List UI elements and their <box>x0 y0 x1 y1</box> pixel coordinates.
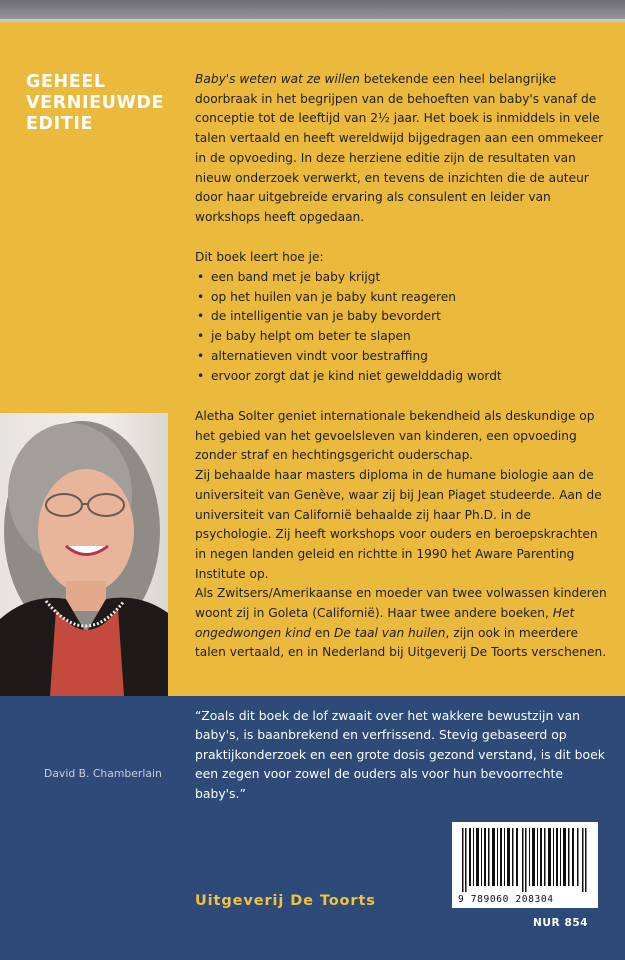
list-item: • ervoor zorgt dat je kind niet gewelddadig wordt <box>195 367 607 387</box>
list-item: • op het huilen van je baby kunt reageren <box>195 288 607 308</box>
bio-paragraph-2: Zij behaalde haar masters diploma in de humane biologie aan de universiteit van Genève, waar zij bij Jean Piaget studeerde. Aan de universiteit van Californië behaalde zij haar Ph.D. in de psychologie. Zij heeft workshops voor ouders en beroepskrachten in negen landen geleid en richtte in 1990 het Aware Parenting Institute op. <box>195 468 602 581</box>
edition-line-3: EDITIE <box>26 114 93 134</box>
list-item: • de intelligentie van je baby bevordert <box>195 307 607 327</box>
author-bio <box>195 407 607 663</box>
intro-text: betekende een heel belangrijke doorbraak in het begrijpen van de behoeften van baby's vanaf de conceptie tot de leeftijd van 2½ jaar. Het boek is inmiddels in vele talen vertaald en heeft wereldwijd bijgedragen aan een ommekeer in de opvoeding. In deze herziene editie zijn de resultaten van nieuw onderzoek verwerkt, en tevens de inzichten die de auteur door haar uitgebreide ervaring als consulent en leider van workshops heeft opgedaan. <box>195 72 604 224</box>
bio-text: Als Zwitsers/Amerikaanse en moeder van twee volwassen kinderen woont zij in Goleta (Californië). Haar twee andere boeken, <box>195 586 607 621</box>
edition-line-1: GEHEEL <box>26 72 106 92</box>
bio-paragraph-3 <box>195 584 607 663</box>
review-quote: “Zoals dit boek de lof zwaait over het wakkere bewustzijn van baby's, is baanbrekend en verfrissend. Stevig gebaseerd op praktijkonderzoek en een grote dosis gezond verstand, is dit boek een zegen voor zowel de ouders als voor hun bevoorrechte baby's.” <box>195 708 605 801</box>
nur-code: NUR 854 <box>533 917 589 929</box>
list-item: • een band met je baby krijgt <box>195 268 607 288</box>
list-title: Dit boek leert hoe je: <box>195 250 324 264</box>
edition-line-2: VERNIEUWDE <box>26 93 165 113</box>
list-item: • je baby helpt om beter te slapen <box>195 327 607 347</box>
other-book-title-1: Het ongedwongen kind <box>195 606 575 640</box>
intro-paragraph <box>195 70 607 228</box>
bio-text: en <box>311 625 335 640</box>
edition-label <box>26 72 176 135</box>
author-photo <box>0 413 168 696</box>
quote-author: David B. Chamberlain <box>44 767 162 780</box>
bio-text: , zijn ook in meerdere talen vertaald, en in Nederland bij Uitgeverij De Toorts verschenen. <box>195 625 607 660</box>
top-edge-strip <box>0 0 625 22</box>
other-book-title-2: De taal van huilen <box>334 625 446 640</box>
bullet-list <box>195 268 607 386</box>
publisher-name: Uitgeverij De Toorts <box>195 893 376 909</box>
list-item: • alternatieven vindt voor bestraffing <box>195 347 607 367</box>
barcode <box>452 822 598 908</box>
book-title: Baby's weten wat ze willen <box>195 72 360 86</box>
isbn-number: 9 789060 208304 <box>458 894 554 905</box>
author-portrait-illustration <box>0 413 168 696</box>
bio-paragraph-1: Aletha Solter geniet internationale bekendheid als deskundige op het gebied van het gevoelsleven van kinderen, een opvoeding zonder straf en hechtingsgericht ouderschap. <box>195 409 595 463</box>
barcode-bars <box>462 828 588 892</box>
